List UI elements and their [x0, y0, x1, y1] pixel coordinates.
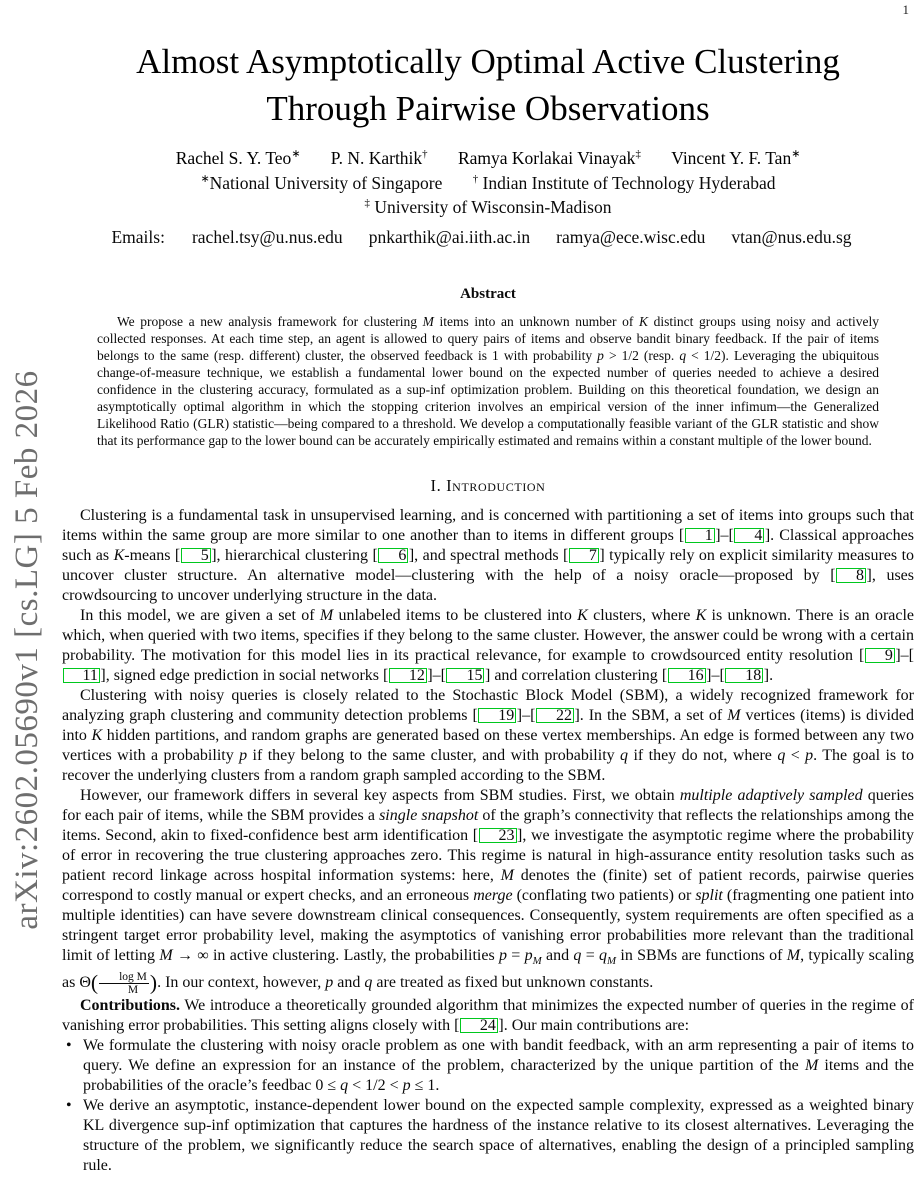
arxiv-stamp: arXiv:2602.05690v1 [cs.LG] 5 Feb 2026 [9, 370, 45, 930]
affiliation-name: National University of Singapore [209, 172, 443, 193]
math-variable: K [638, 313, 648, 329]
author-list [62, 147, 914, 169]
emphasis-text: split [695, 886, 723, 904]
math-subscript: M [532, 954, 542, 967]
affiliation-name: Indian Institute of Technology Hyderabad [482, 172, 776, 193]
citation-link[interactable]: 11 [63, 668, 100, 683]
math-variable: M [727, 706, 741, 724]
affiliation-line [62, 197, 914, 218]
emphasis-text: multiple adaptively sampled [679, 786, 863, 804]
abstract-text: We propose a new analysis framework for clustering M items into an unknown number of K distinct groups using noisy and actively collected responses. At each time step, an agent is allowed to query pairs of items and observe bandit binary feedback. If the pair of items belongs to the same (resp. different) cluster, the observed feedback is 1 with probability p > 1/2 (resp. q < 1/2). Leveraging the ubiquitous change-of-measure technique, we establish a fundamental lower bound on the expected number of queries needed to achieve a desired confidence in the clustering accuracy, formulated as a sup-inf optimization problem. Building on this theoretical foundation, we design an asymptotically optimal algorithm in which the stopping criterion involves an empirical version of the inner infimum—the Generalized Likelihood Ratio (GLR) statistic—being compared to a threshold. We develop a computationally feasible variant of the GLR statistic and show that its performance gap to the lower bound can be accurately empirically estimated and remains within a constant multiple of the lower bound. [97, 313, 879, 448]
citation-link[interactable]: 7 [569, 548, 599, 563]
section-heading-introduction: I. Introduction [430, 475, 546, 495]
math-variable: M [500, 866, 514, 884]
math-variable: q [599, 946, 608, 964]
math-variable: q [573, 946, 582, 964]
emphasis-text: single snapshot [379, 806, 479, 824]
math-variable: q [679, 347, 687, 363]
citation-link[interactable]: 12 [389, 668, 427, 683]
email-address: vtan@nus.edu.sg [731, 226, 852, 247]
emphasis-text: merge [473, 886, 513, 904]
citation-link[interactable]: 4 [734, 528, 764, 543]
email-address: rachel.tsy@u.nus.edu [191, 226, 343, 247]
paper-content [62, 0, 914, 1176]
math-variable: M [804, 1056, 819, 1074]
author-mark: † [422, 148, 428, 160]
paragraph: Clustering is a fundamental task in unsupervised learning, and is concerned with partitioning a set of items into groups such that items within the same group are more similar to one another than to items in different groups [ 1 ]–[ 4 ]. Classical approaches such as K-means [ 5 ], hierarchical clustering [ 6 ], and spectral methods [ 7 ] typically rely on explicit similarity measures to uncover cluster structure. An alternative model—clustering with the help of a noisy oracle—proposed by [ 8 ], uses crowdsourcing to uncover underlying structure in the data. [62, 506, 915, 604]
math-variable: p [597, 347, 604, 363]
citation-link[interactable]: 9 [865, 648, 895, 663]
math-variable: p [402, 1076, 411, 1094]
math-fraction: ( $\frac{\text{log M}}{M}$ ) [90, 970, 158, 996]
citation-link[interactable]: 8 [836, 568, 866, 583]
affiliation [365, 197, 612, 217]
affiliation-mark: ‡ [364, 196, 370, 209]
affiliation [473, 173, 776, 193]
math-variable: p [325, 973, 334, 991]
math-variable: p [524, 946, 533, 964]
math-variable: M [786, 946, 801, 964]
math-variable: K [577, 606, 588, 624]
author-name: Vincent Y. F. Tan [671, 147, 792, 168]
affiliation-name: University of Wisconsin-Madison [374, 196, 612, 217]
affiliation-line [62, 172, 914, 194]
math-variable: K [113, 546, 125, 564]
paper-title [62, 38, 914, 132]
contribution-item: • We formulate the clustering with noisy oracle problem as one with bandit feedback, with an arm representing a pair of items to query. We define an expression for an instance of the problem, characterized by the unique partition of the M items and the probabilities of the oracle’s feedbac 0 ≤ q < 1/2 < p ≤ 1. [62, 1036, 914, 1096]
citation-link[interactable]: 6 [378, 548, 408, 563]
math-variable: M [319, 606, 334, 624]
math-variable: M [422, 313, 434, 329]
author [176, 148, 301, 168]
math-subscript: M [607, 954, 617, 967]
author [458, 148, 641, 168]
author-mark: ∗ [291, 148, 301, 160]
affiliation-mark: ∗ [200, 172, 210, 185]
page-number: 1 [902, 2, 909, 17]
author [331, 148, 428, 168]
paragraph: However, our framework differs in several key aspects from SBM studies. First, we obtain multiple adaptively sampled queries for each pair of items, while the SBM provides a single snapshot of the graph’s connectivity that reflects the relationships among the items. Second, akin to fixed-confidence best arm identification [ 23 ], we investigate the asymptotic regime where the probability of error in recovering the true clustering approaches zero. This regime is natural in high-assurance entity resolution tasks such as patient record linkage across hospital information systems: here, M denotes the (finite) set of patient records, pairwise queries correspond to costly manual or expert checks, and an erroneous merge (conflating two patients) or split (fragmenting one patient into multiple identities) can have severe downstream clinical consequences. Consequently, system requirements are often specified as a stringent target error probability level, making the asymptotics of vanishing error probabilities more relevant than the traditional limit of letting M → ∞ in active clustering. Lastly, the probabilities $p = p_M$ and $q = q_M$ in SBMs are functions of M, typically scaling as Θ( $\frac{\text{log M}}{M}$ ). In our context, however, p and q are treated as fixed but unknown constants. [62, 786, 915, 996]
emails-label: Emails: [111, 226, 165, 247]
math-variable: K [91, 726, 103, 744]
citation-link[interactable]: 15 [446, 668, 484, 683]
paragraph: Clustering with noisy queries is closely related to the Stochastic Block Model (SBM), a widely recognized framework for analyzing graph clustering and community detection problems [ 19 ]–[ 22 ]. In the SBM, a set of M vertices (items) is divided into K hidden partitions, and random graphs are generated based on these vertex memberships. An edge is formed between any two vertices with a probability p if they belong to the same cluster, and with probability q if they do not, where q < p. The goal is to recover the underlying clusters from a random graph sampled according to the SBM. [62, 686, 915, 784]
abstract-section [97, 286, 879, 449]
author-mark: ‡ [635, 148, 641, 160]
title-line-1: Almost Asymptotically Optimal Active Clustering [136, 42, 840, 81]
contribution-list [62, 1036, 914, 1176]
math-variable: M [159, 946, 173, 964]
math-variable: q [777, 746, 786, 764]
affiliation [200, 173, 442, 193]
math-variable: p [805, 746, 814, 764]
bold-lead-in: Contributions. [80, 996, 181, 1014]
math-variable: q [620, 746, 629, 764]
citation-link[interactable]: 16 [668, 668, 706, 683]
email-address: pnkarthik@ai.iith.ac.in [368, 226, 531, 247]
citation-link[interactable]: 22 [536, 708, 574, 723]
citation-link[interactable]: 18 [725, 668, 763, 683]
math-variable: q [340, 1076, 349, 1094]
paragraph-contributions: Contributions. We introduce a theoretically grounded algorithm that minimizes the expected number of queries in the regime of vanishing error probabilities. This setting aligns closely with [ 24 ]. Our main contributions are: [62, 996, 914, 1034]
author-mark: ∗ [791, 148, 801, 160]
affiliation-mark: † [472, 172, 479, 185]
email-line [62, 227, 914, 248]
title-line-2: Through Pairwise Observations [266, 89, 710, 128]
email-address: ramya@ece.wisc.edu [556, 226, 706, 247]
math-variable: q [364, 973, 373, 991]
author-name: Ramya Korlakai Vinayak [457, 147, 636, 168]
math-variable: K [695, 606, 707, 624]
paragraph: In this model, we are given a set of M unlabeled items to be clustered into K clusters, where K is unknown. There is an oracle which, when queried with two items, specifies if they belong to the same cluster. However, the answer could be wrong with a certain probability. The motivation for this model lies in its practical relevance, for example to crowdsourced entity resolution [ 9 ]–[11 ], signed edge prediction in social networks [ 12 ]–[ 15 ] and correlation clustering [ 16 ]–[ 18 ]. [62, 606, 915, 684]
citation-link[interactable]: 1 [685, 528, 715, 543]
author-name: P. N. Karthik [330, 147, 423, 168]
citation-link[interactable]: 24 [460, 1018, 498, 1033]
author-name: Rachel S. Y. Teo [175, 147, 292, 168]
contribution-item: • We derive an asymptotic, instance-dependent lower bound on the expected sample complexity, expressed as a weighted binary KL divergence sup-inf optimization that captures the hardness of the instance relative to its closest alternatives. Leveraging the structure of the problem, we significantly reduce the search space of alternatives, enabling the design of a principled sampling rule. [62, 1096, 914, 1176]
citation-link[interactable]: 5 [181, 548, 211, 563]
abstract-heading: Abstract [460, 285, 516, 302]
author [671, 148, 800, 168]
math-variable: p [499, 946, 507, 964]
citation-link[interactable]: 23 [479, 828, 517, 843]
math-variable: p [239, 746, 248, 764]
citation-link[interactable]: 19 [478, 708, 516, 723]
